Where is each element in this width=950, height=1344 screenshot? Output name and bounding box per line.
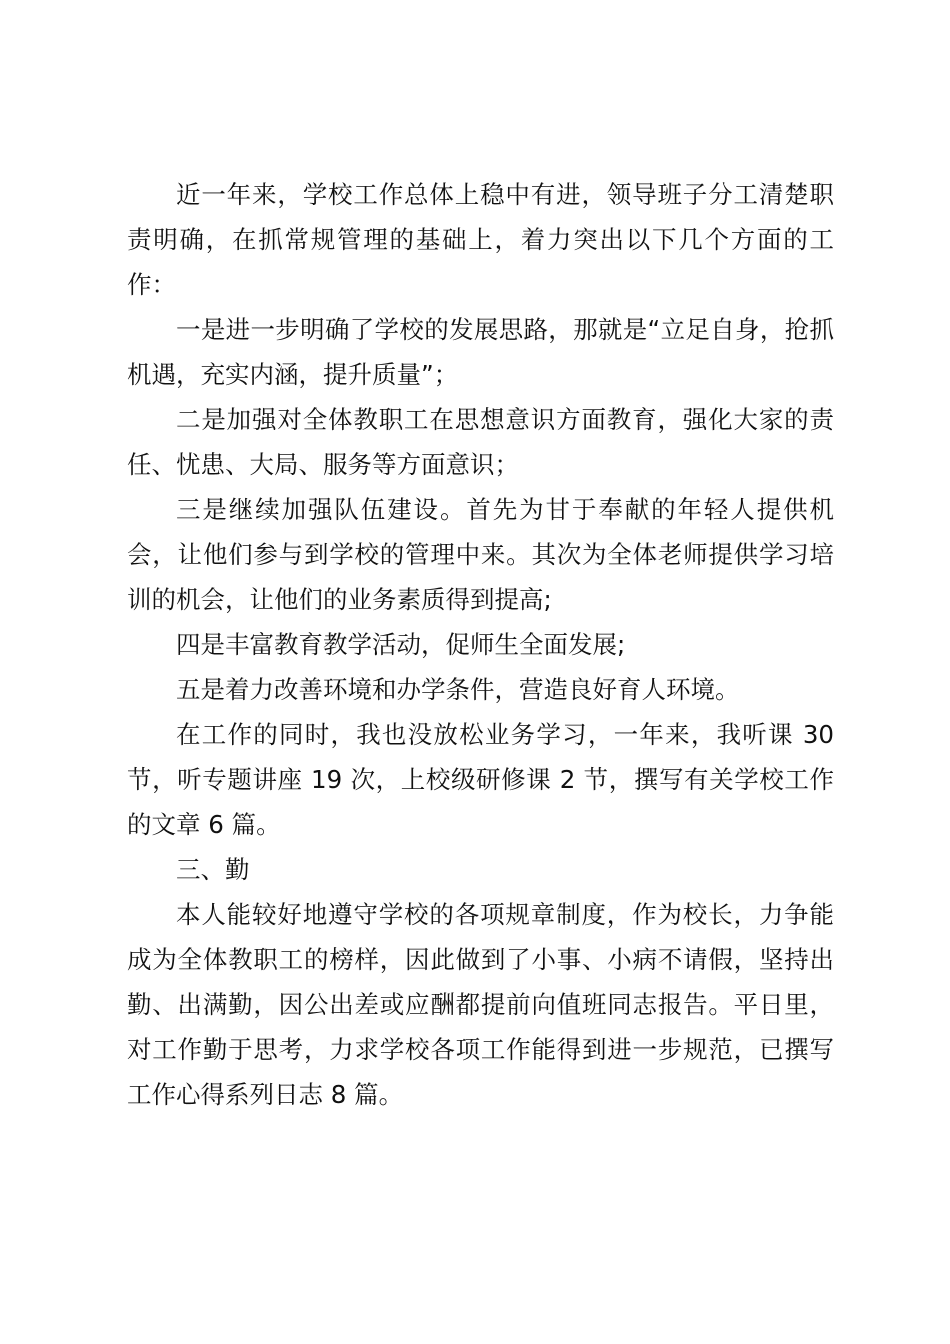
paragraph-diligence: 本人能较好地遵守学校的各项规章制度，作为校长，力争能成为全体教职工的榜样，因此做到了小事、小病不请假，坚持出勤、出满勤，因公出差或应酬都提前向值班同志报告。平日里，对工作勤于思考，力求学校各项工作能得到进一步规范，已撰写工作心得系列日志 8 篇。 (127, 900, 834, 1109)
paragraph-point-two: 二是加强对全体教职工在思想意识方面教育，强化大家的责任、忧患、大局、服务等方面意识； (127, 405, 834, 479)
paragraph-study: 在工作的同时，我也没放松业务学习，一年来，我听课 30 节，听专题讲座 19 次，上校级研修课 2 节，撰写有关学校工作的文章 6 篇。 (127, 720, 834, 839)
section-heading-diligence: 三、勤 (176, 855, 250, 884)
paragraph-point-five: 五是着力改善环境和办学条件，营造良好育人环境。 (176, 675, 740, 704)
paragraph-point-four: 四是丰富教育教学活动，促师生全面发展; (176, 630, 626, 659)
document-body (127, 172, 834, 1117)
paragraph-work-overview: 近一年来，学校工作总体上稳中有进，领导班子分工清楚职责明确，在抓常规管理的基础上，着力突出以下几个方面的工作： (127, 180, 834, 299)
paragraph-point-three: 三是继续加强队伍建设。首先为甘于奉献的年轻人提供机会，让他们参与到学校的管理中来。其次为全体老师提供学习培训的机会，让他们的业务素质得到提高; (127, 495, 834, 614)
paragraph-point-one: 一是进一步明确了学校的发展思路，那就是“立足自身，抢抓机遇，充实内涵，提升质量”； (127, 315, 834, 389)
